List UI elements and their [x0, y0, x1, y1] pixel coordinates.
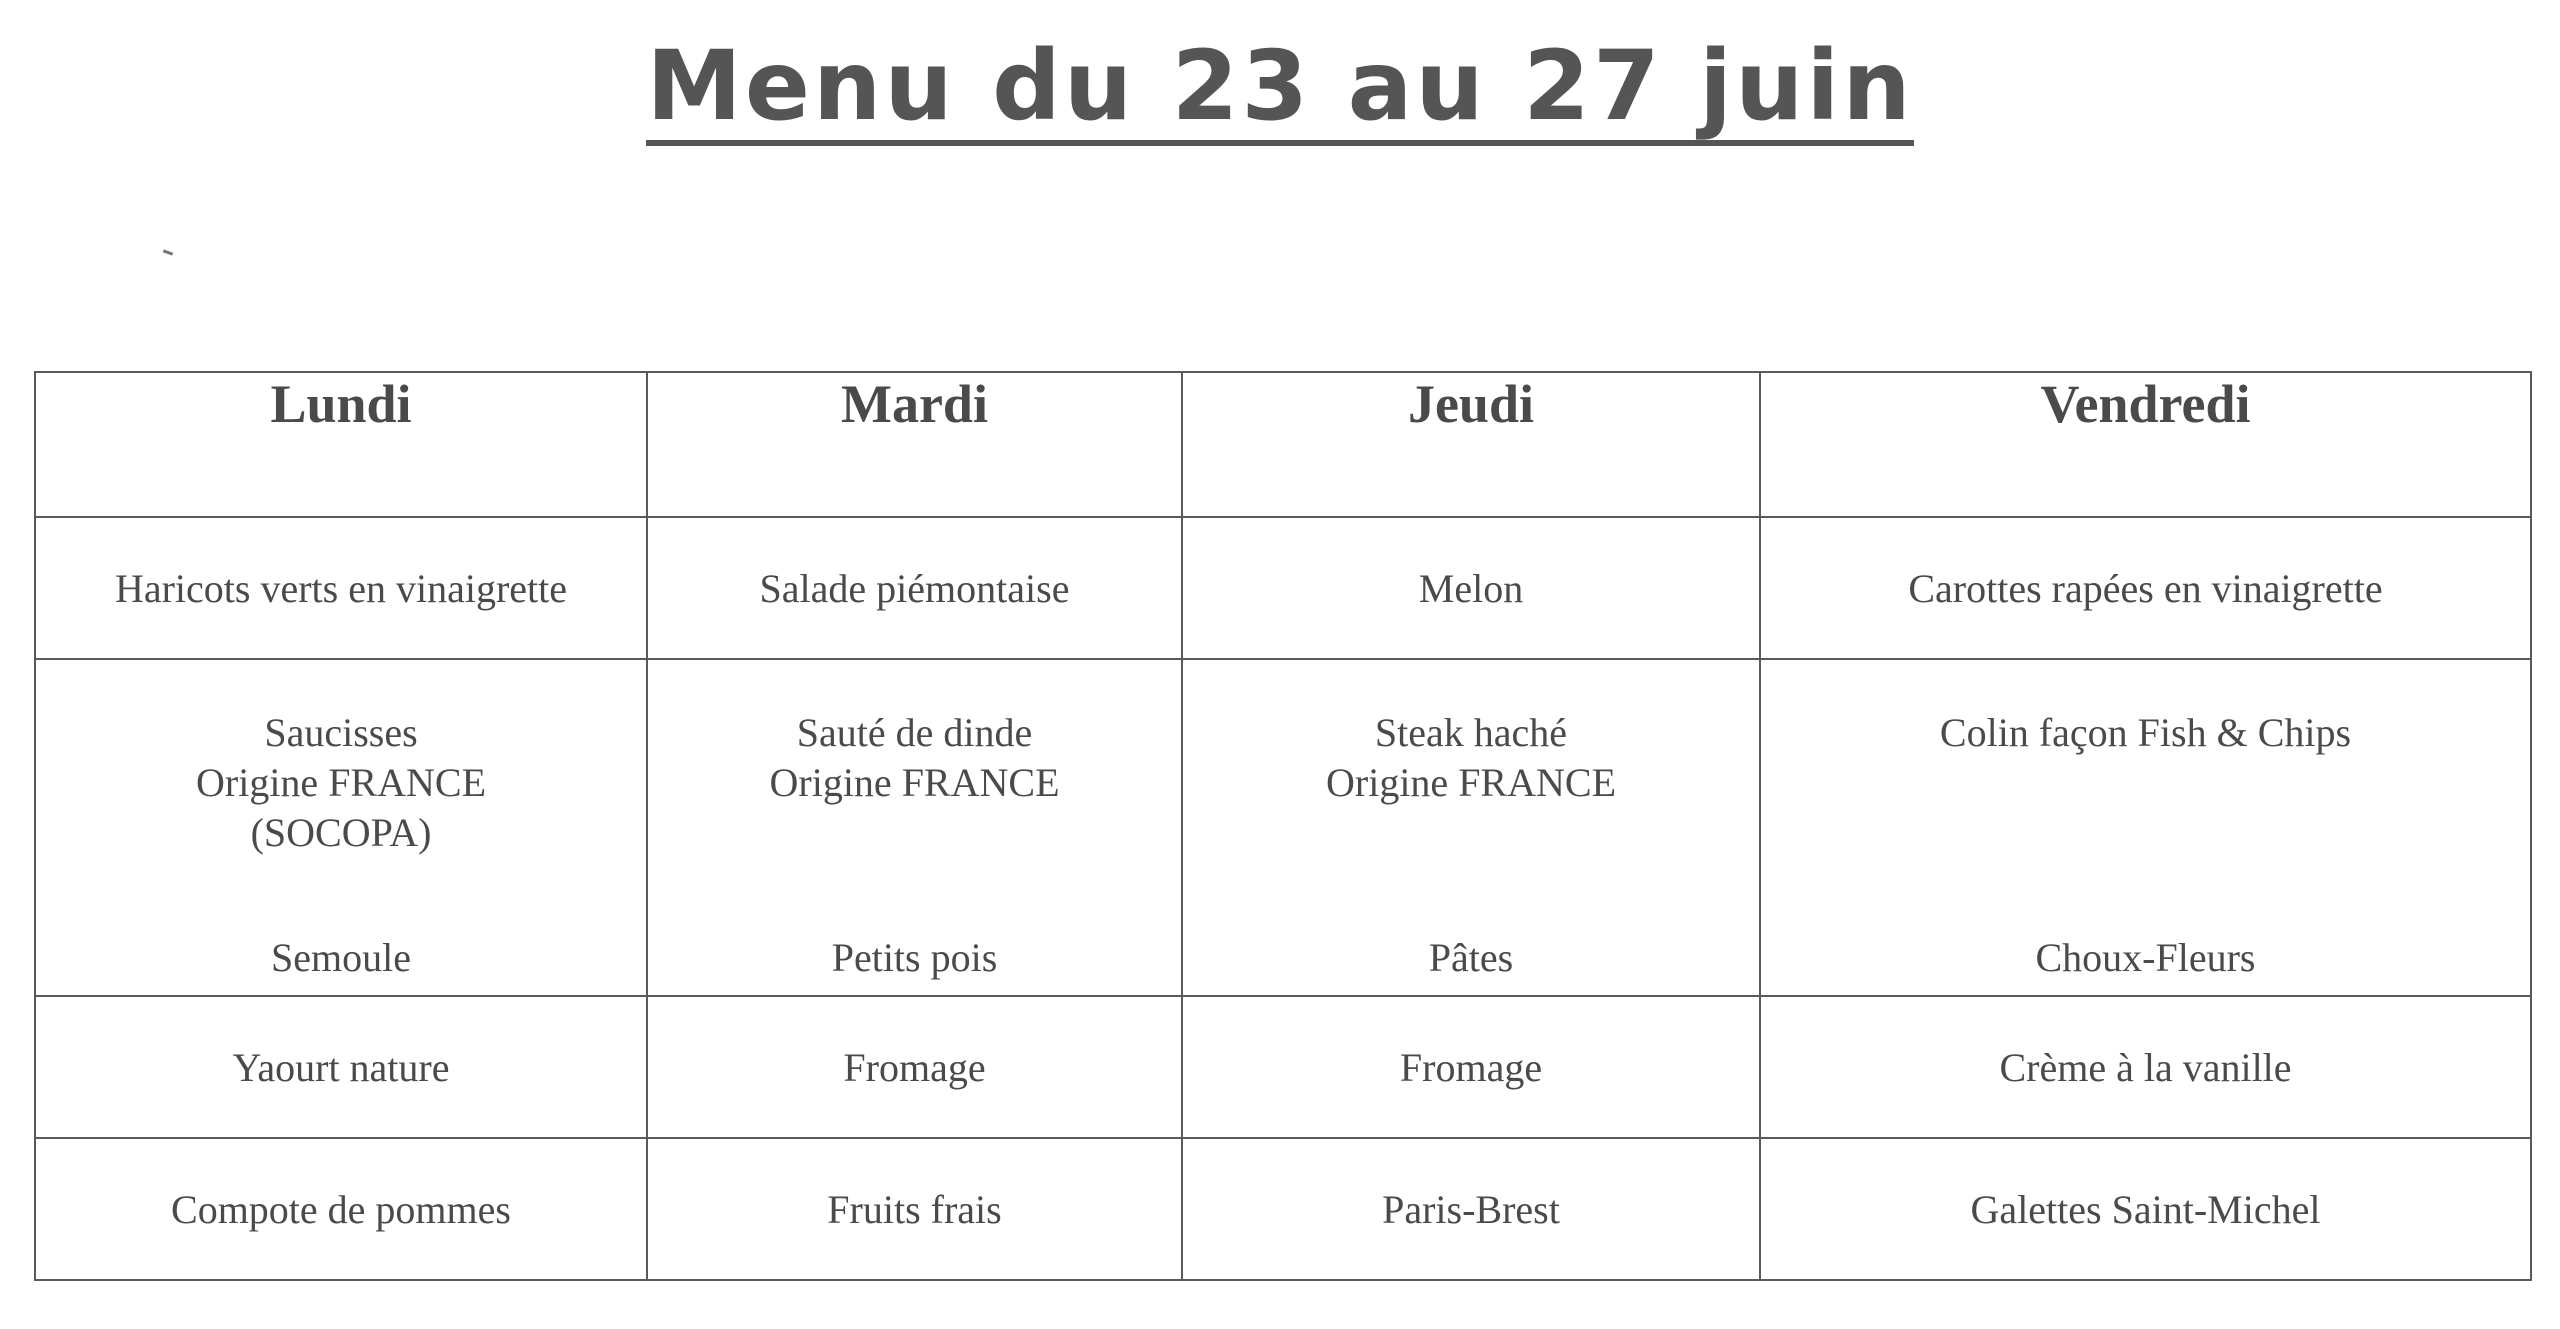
starter-cell: Melon — [1182, 517, 1760, 659]
side-dish: Choux-Fleurs — [2035, 935, 2256, 980]
main-course-cell — [647, 659, 1182, 996]
dessert-cell: Galettes Saint-Michel — [1760, 1138, 2531, 1280]
starter-row — [35, 517, 2531, 659]
page-title — [0, 30, 2560, 146]
starter-cell: Salade piémontaise — [647, 517, 1182, 659]
dairy-row — [35, 996, 2531, 1138]
main-dish — [1761, 660, 2530, 758]
main-dish-line: (SOCOPA) — [250, 810, 432, 855]
dessert-cell: Paris-Brest — [1182, 1138, 1760, 1280]
dessert-cell: Compote de pommes — [35, 1138, 647, 1280]
main-course-cell — [1760, 659, 2531, 996]
main-dish — [36, 660, 646, 858]
dairy-cell: Fromage — [1182, 996, 1760, 1138]
main-dish-line: Origine FRANCE — [769, 760, 1060, 805]
dessert-row — [35, 1138, 2531, 1280]
main-dish-line: Colin façon Fish & Chips — [1939, 710, 2352, 755]
starter-cell: Haricots verts en vinaigrette — [35, 517, 647, 659]
day-header: Mardi — [647, 372, 1182, 517]
side-dish: Pâtes — [1428, 935, 1514, 980]
main-course-row — [35, 659, 2531, 996]
menu-table — [34, 371, 2532, 1281]
dairy-cell: Yaourt nature — [35, 996, 647, 1138]
main-dish-line: Sauté de dinde — [796, 710, 1033, 755]
main-course-cell — [1182, 659, 1760, 996]
side-dish: Petits pois — [831, 935, 998, 980]
main-dish-line: Saucisses — [264, 710, 418, 755]
dairy-cell: Fromage — [647, 996, 1182, 1138]
side-dish: Semoule — [271, 935, 411, 980]
day-header: Vendredi — [1760, 372, 2531, 517]
main-course-cell — [35, 659, 647, 996]
main-dish — [648, 660, 1181, 808]
page-title-text: Menu du 23 au 27 juin — [646, 38, 1913, 146]
dessert-cell: Fruits frais — [647, 1138, 1182, 1280]
starter-cell: Carottes rapées en vinaigrette — [1760, 517, 2531, 659]
main-dish — [1183, 660, 1759, 808]
day-header: Jeudi — [1182, 372, 1760, 517]
day-header: Lundi — [35, 372, 647, 517]
day-header-row — [35, 372, 2531, 517]
dairy-cell: Crème à la vanille — [1760, 996, 2531, 1138]
scan-speck — [163, 249, 173, 255]
main-dish-line: Steak haché — [1374, 710, 1568, 755]
main-dish-line: Origine FRANCE — [1326, 760, 1616, 805]
main-dish-line: Origine FRANCE — [196, 760, 486, 805]
